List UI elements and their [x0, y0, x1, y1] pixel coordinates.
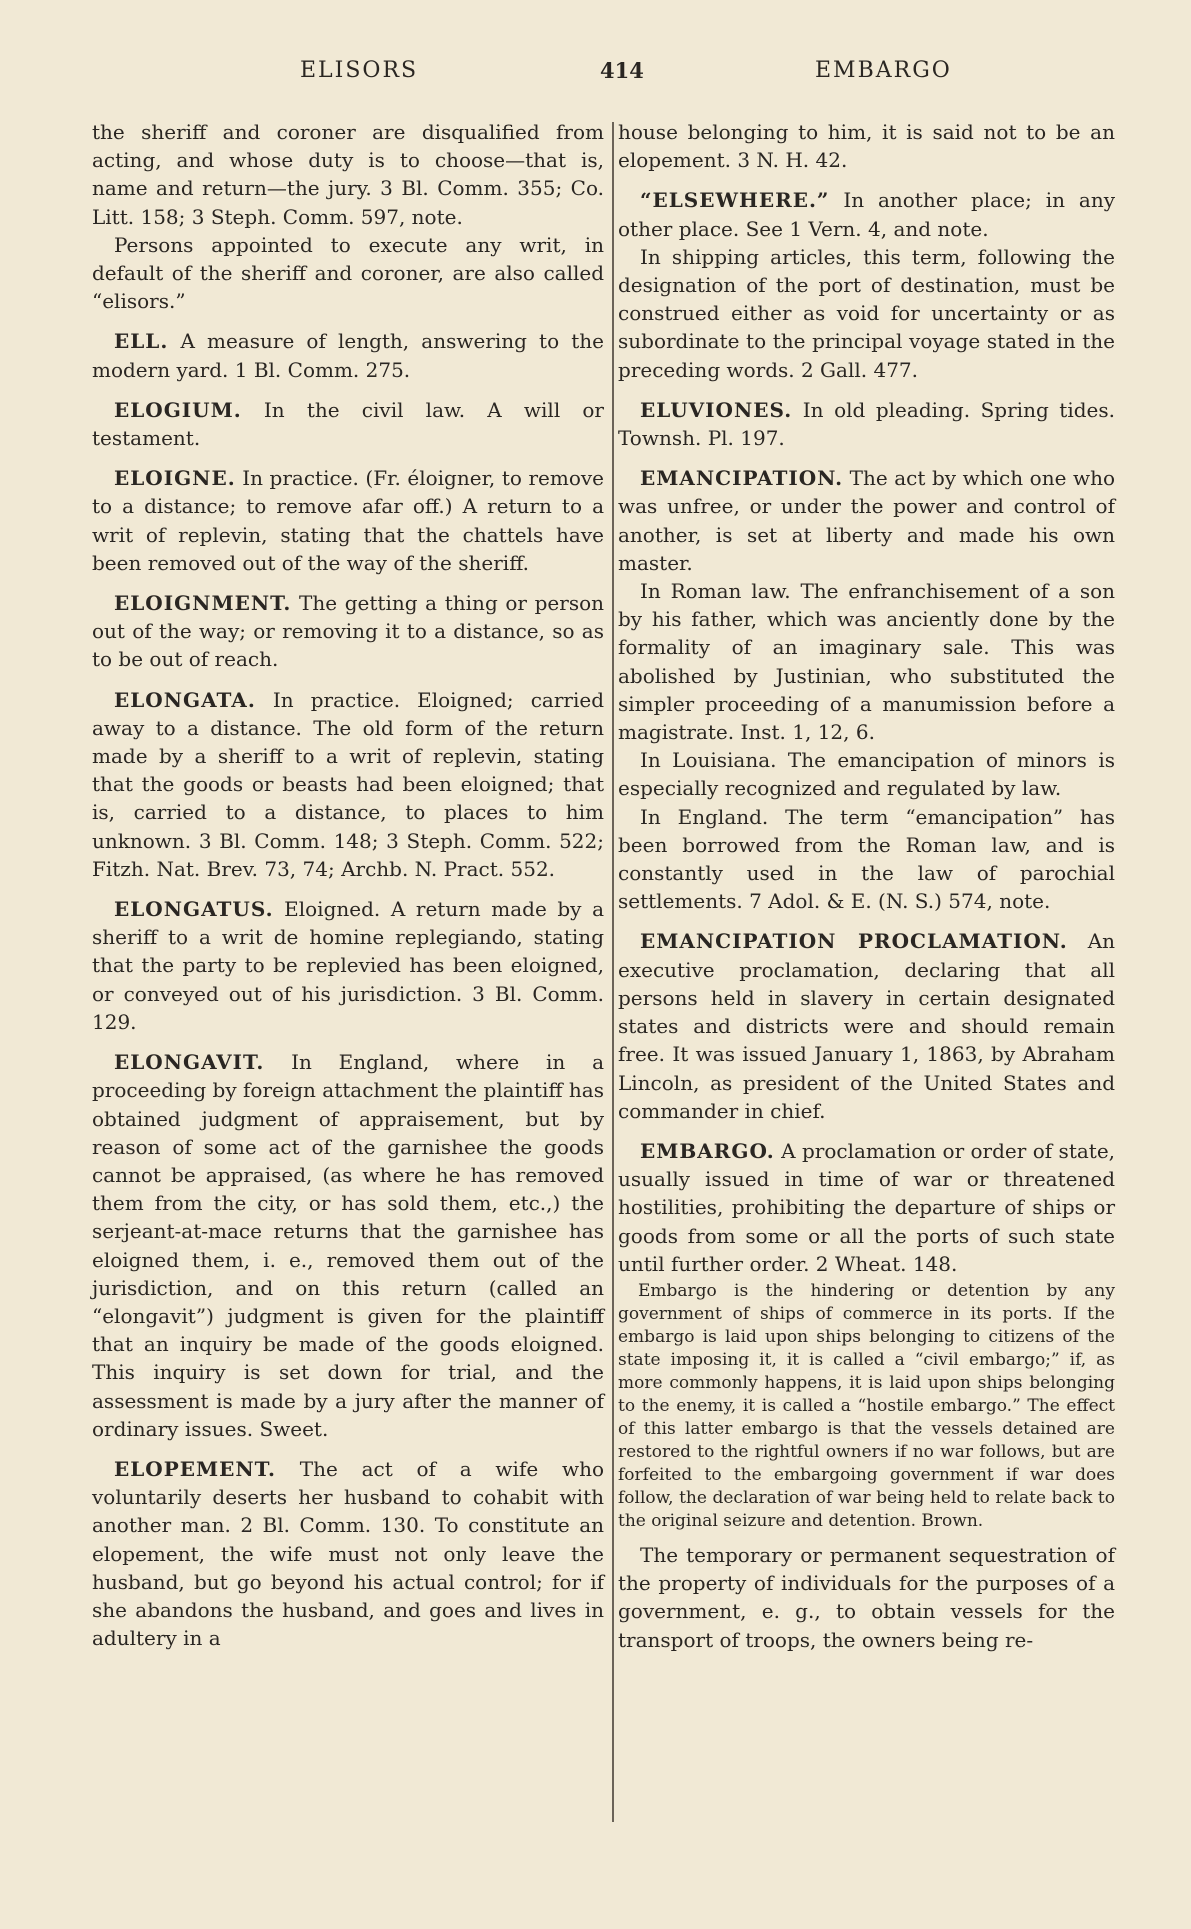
entry-text: house belonging to him, it is said not to be an elopement. 3 N. H. 42. — [618, 120, 1115, 173]
entry-subparagraph: In England. The term “emancipation” has been borrowed from the Roman law, and is constantly used in the law of parochial settlements. 7 Adol. & E. (N. S.) 574, note. — [618, 804, 1115, 914]
entry-elsewhere — [618, 186, 1115, 383]
entry-continuation — [92, 118, 604, 315]
entry-headword: ELL. — [114, 329, 169, 354]
entry-text: In old pleading. Spring tides. Townsh. Pl. 197. — [618, 397, 1115, 451]
entry-text: The act by which one who was unfree, or under the power and control of another, is set at liberty and made his own master. — [618, 466, 1116, 575]
entry-headword: ELOPEMENT. — [114, 1456, 276, 1481]
entry-text: An executive proclamation, declaring that all persons held in slavery in certain designated states and districts were and should remain free. It was issued January 1, 1863, by Abraham Lincoln, as president of the United States and commander in chief. — [618, 929, 1116, 1123]
column-divider — [612, 122, 614, 1822]
entry-text: The act of a wife who voluntarily deserts her husband to cohabit with another man. 2 Bl. Comm. 130. To constitute an elopement, the wife must not only leave the husband, but go beyond his actual control; for if she abandons the husband, and goes and lives in adultery in a — [92, 1456, 604, 1651]
entry-headword: EMANCIPATION. — [640, 466, 844, 491]
entry-text: Eloigned. A return made by a sheriff to a writ de homine replegiando, stating that the party to be replevied has been eloigned, or conveyed out of his jurisdiction. 3 Bl. Comm. 129. — [92, 897, 605, 1034]
entry-text: In practice. (Fr. éloigner, to remove to a distance; to remove afar off.) A return to a writ of replevin, stating that the chattels have been removed out of the way of the sheriff. — [92, 466, 605, 575]
entry-text: In the civil law. A will or testament. — [92, 397, 604, 451]
entry-headword: EMANCIPATION PROCLAMATION. — [640, 929, 1068, 954]
page-header — [0, 58, 1191, 98]
entry-text: In another place; in any other place. See 1 Vern. 4, and note. — [618, 188, 1116, 241]
entry-elopement — [92, 1455, 604, 1652]
entry-headword: ELOIGNE. — [114, 466, 236, 491]
header-right-guideword: EMBARGO — [815, 58, 952, 83]
entry-subparagraph: The temporary or permanent sequestration of the property of individuals for the purposes of a government, e. g., to obtain vessels for the transport of troops, the owners being re- — [618, 1542, 1115, 1652]
entry-eloigne — [92, 464, 604, 577]
entry-elongata — [92, 686, 604, 883]
entry-subparagraph: In shipping articles, this term, following the designation of the port of destination, must be construed either as void for uncertainty or as subordinate to the principal voyage stated in the preceding words. 2 Gall. 477. — [618, 244, 1115, 382]
entry-headword: EMBARGO. — [640, 1138, 775, 1163]
entry-elongavit — [92, 1048, 604, 1443]
page-number: 414 — [600, 58, 644, 83]
entry-embargo — [618, 1137, 1115, 1654]
left-column — [92, 118, 604, 1664]
entry-ell — [92, 327, 604, 383]
entry-text: A measure of length, answering to the modern yard. 1 Bl. Comm. 275. — [92, 329, 605, 382]
right-column — [618, 118, 1115, 1666]
entry-note: Embargo is the hindering or detention by any government of ships of commerce in its ports. If the embargo is laid upon ships belonging to citizens of the state imposing it, it is called a “civil embargo;” if, as more commonly happens, it is laid upon ships belonging to the enemy, it is called a “hostile embargo.” The effect of this latter embargo is that the vessels detained are restored to the rightful owners if no war follows, but are forfeited to the embargoing government if war does follow, the declaration of war being held to relate back to the original seizure and detention. Brown. — [618, 1280, 1115, 1531]
entry-text: In practice. Eloigned; carried away to a distance. The old form of the return made by a sheriff to a writ of replevin, stating that the goods or beasts had been eloigned; that is, carried to a distance, to places to him unknown. 3 Bl. Comm. 148; 3 Steph. Comm. 522; Fitzh. Nat. Brev. 73, 74; Archb. N. Pract. 552. — [92, 687, 605, 881]
entry-elongatus — [92, 895, 604, 1036]
entry-headword: ELUVIONES. — [640, 397, 793, 422]
entry-subparagraph: In Louisiana. The emancipation of minors is especially recognized and regulated by law. — [618, 748, 1115, 801]
entry-headword: ELOIGNMENT. — [114, 591, 292, 616]
entry-headword: ELONGATA. — [114, 687, 256, 712]
entry-continuation — [618, 118, 1115, 174]
entry-headword: ELOGIUM. — [114, 397, 242, 422]
entry-text: The getting a thing or person out of the way; or removing it to a distance, so as to be out of reach. — [92, 591, 605, 672]
entry-text: Persons appointed to execute any writ, in default of the sheriff and coroner, are also called “elisors.” — [92, 232, 604, 314]
entry-eloignment — [92, 589, 604, 674]
header-left-guideword: ELISORS — [300, 58, 419, 83]
entry-headword: “ELSEWHERE.” — [640, 188, 830, 213]
entry-text: A proclamation or order of state, usually issued in time of war or threatened hostilities, prohibiting the departure of ships or goods from some or all the ports of such state until further order. 2 Wheat. 148. — [618, 1138, 1116, 1276]
entry-eluviones — [618, 396, 1115, 452]
entry-subparagraph: In Roman law. The enfranchisement of a son by his father, which was anciently done by the formality of an imaginary sale. This was abolished by Justinian, who substituted the simpler proceeding of a manumission before a magistrate. Inst. 1, 12, 6. — [618, 579, 1115, 745]
entry-text: the sheriff and coroner are disqualified from acting, and whose duty is to choose—that is, name and return—the jury. 3 Bl. Comm. 355; Co. Litt. 158; 3 Steph. Comm. 597, note. — [92, 120, 604, 229]
entry-headword: ELONGAVIT. — [114, 1050, 265, 1075]
entry-emancipation — [618, 464, 1115, 915]
entry-elogium — [92, 396, 604, 452]
entry-headword: ELONGATUS. — [114, 897, 274, 922]
entry-text: In England, where in a proceeding by foreign attachment the plaintiff has obtained judgment of appraisement, but by reason of some act of the garnishee the goods cannot be appraised, (as where he has removed them from the city, or has sold them, etc.,) the serjeant-at-mace returns that the garnishee has eloigned them, i. e., removed them out of the jurisdiction, and on this return (called an “elongavit”) judgment is given for the plaintiff that an inquiry be made of the goods eloigned. This inquiry is set down for trial, and the assessment is made by a jury after the manner of ordinary issues. Sweet. — [92, 1050, 605, 1441]
entry-emancipation-proclamation — [618, 927, 1115, 1124]
